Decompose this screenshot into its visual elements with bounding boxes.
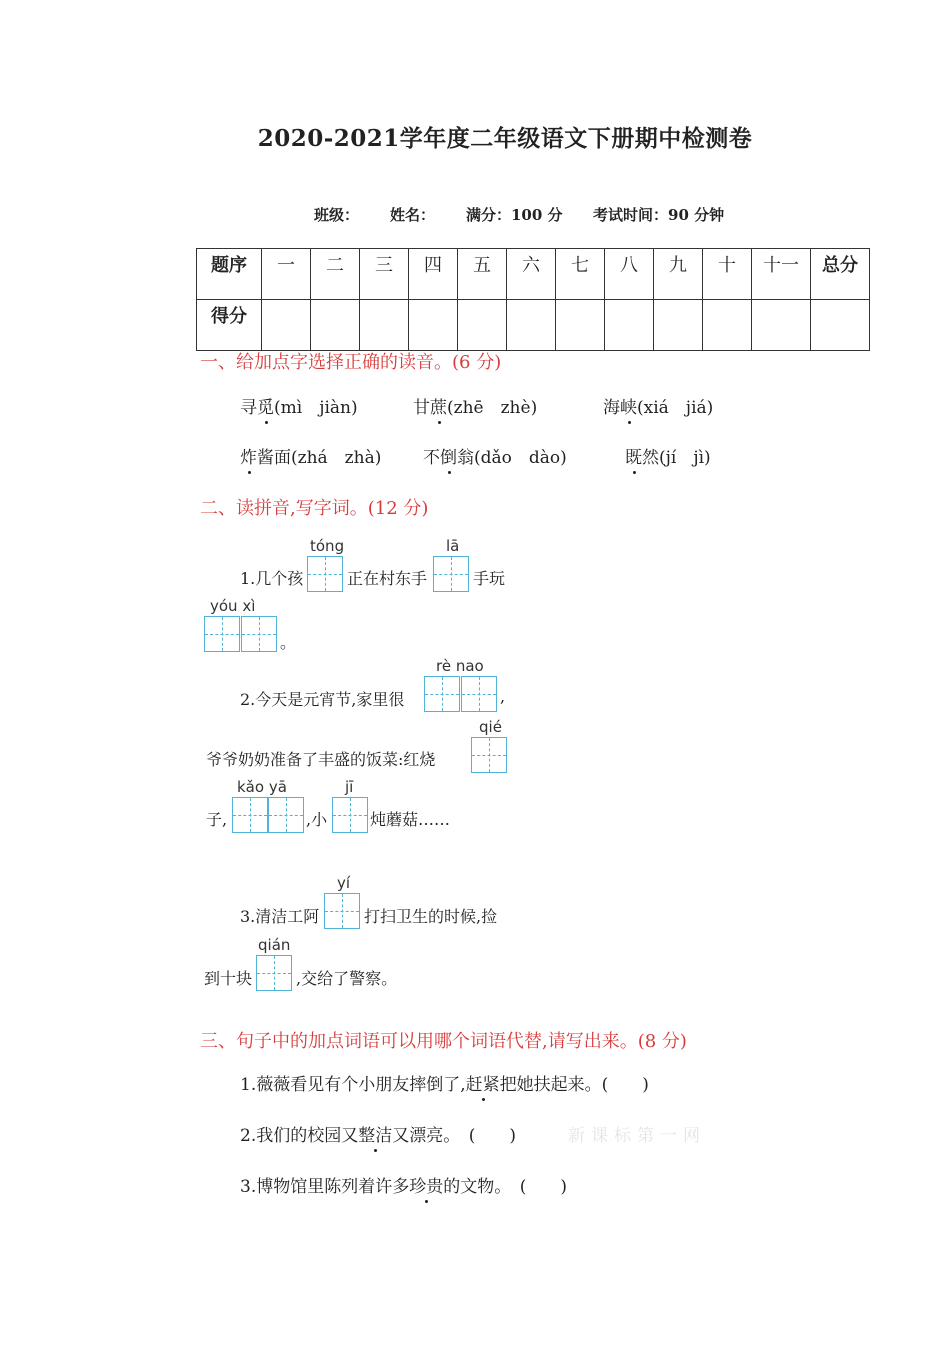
table-header-cell: 总分	[811, 249, 870, 300]
score-table-score-row	[197, 300, 870, 351]
page-title: 2020-2021学年度二年级语文下册期中检测卷	[257, 125, 753, 152]
section-2-heading: 二、读拼音,写字词。(12 分)	[200, 498, 429, 519]
full-score: 满分：100 分	[466, 206, 563, 224]
dotted-char: 倒	[440, 443, 457, 468]
dotted-char: 蔗	[430, 393, 447, 418]
writing-box[interactable]	[307, 556, 343, 592]
q3-sentence	[240, 1121, 516, 1146]
score-table	[196, 248, 870, 351]
table-header-cell: 题序	[197, 249, 262, 300]
name-label: 姓名：	[390, 206, 436, 224]
exam-time: 考试时间：90 分钟	[593, 206, 725, 224]
pinyin: tóng	[310, 537, 345, 555]
section-3-heading: 三、句子中的加点词语可以用哪个词语代替,请写出来。(8 分)	[200, 1031, 687, 1052]
sentence-text: ,	[500, 687, 506, 706]
sentence-text: 。	[280, 633, 297, 652]
q3-text: 1.薇薇看见有个小朋友摔倒了,	[240, 1075, 466, 1095]
writing-box[interactable]	[424, 676, 460, 712]
writing-box[interactable]	[324, 893, 360, 929]
sentence-text: 正在村东手	[347, 569, 428, 588]
dotted-word: 整洁	[358, 1121, 392, 1146]
q1-word: 不倒翁	[423, 448, 474, 468]
writing-box[interactable]	[204, 616, 240, 652]
score-table-header-row	[197, 249, 870, 300]
table-header-cell: 五	[458, 249, 507, 300]
score-cell[interactable]	[752, 300, 811, 351]
score-cell[interactable]	[409, 300, 458, 351]
q3-sentence	[240, 1070, 649, 1095]
pinyin: kǎo yā	[237, 778, 287, 796]
score-cell[interactable]	[556, 300, 605, 351]
score-cell[interactable]	[458, 300, 507, 351]
score-cell[interactable]	[507, 300, 556, 351]
pinyin: yóu xì	[210, 597, 256, 615]
q1-item	[240, 443, 381, 468]
q1-item	[625, 443, 711, 468]
q1-item	[603, 393, 713, 418]
q1-word: 甘蔗	[413, 398, 447, 418]
table-header-cell: 八	[605, 249, 654, 300]
q3-text: 把她扶起来。( )	[499, 1075, 649, 1095]
sentence-text: ,小	[306, 810, 328, 829]
table-header-cell: 三	[360, 249, 409, 300]
q3-text: 又漂亮。 ( )	[392, 1126, 516, 1146]
score-cell[interactable]	[605, 300, 654, 351]
score-cell[interactable]	[311, 300, 360, 351]
writing-box[interactable]	[471, 737, 507, 773]
table-header-cell: 九	[654, 249, 703, 300]
table-header-cell: 一	[262, 249, 311, 300]
q1-word: 海峡	[603, 398, 637, 418]
sentence-text: 爷爷奶奶准备了丰盛的饭菜:红烧	[206, 750, 436, 769]
q1-item	[240, 393, 358, 418]
dotted-char: 既	[625, 443, 642, 468]
q1-options: (jí jì)	[659, 448, 711, 468]
q1-word: 炸酱面	[240, 448, 291, 468]
pinyin: rè nao	[436, 657, 484, 675]
q3-text: 2.我们的校园又	[240, 1126, 359, 1146]
q1-word: 既然	[625, 448, 659, 468]
pinyin: qié	[479, 718, 502, 736]
score-cell[interactable]	[703, 300, 752, 351]
writing-box[interactable]	[241, 616, 277, 652]
writing-box[interactable]	[268, 797, 304, 833]
q1-options: (zhē zhè)	[447, 398, 538, 418]
watermark: 新课标第一网	[568, 1126, 706, 1146]
writing-box[interactable]	[256, 955, 292, 991]
section-1-heading: 一、给加点字选择正确的读音。(6 分)	[200, 352, 502, 373]
score-cell[interactable]	[654, 300, 703, 351]
table-header-cell: 七	[556, 249, 605, 300]
q3-text: 的文物。 ( )	[443, 1177, 567, 1197]
pinyin: jī	[345, 778, 354, 796]
q1-word: 寻觅	[240, 398, 274, 418]
pinyin: yí	[337, 874, 351, 892]
sentence-text: ,交给了警察。	[296, 969, 398, 988]
writing-box[interactable]	[332, 797, 368, 833]
q1-options: (zhá zhà)	[291, 448, 382, 468]
table-header-cell: 十一	[752, 249, 811, 300]
sentence-text: 炖蘑菇……	[370, 810, 451, 829]
dotted-word: 赶紧	[466, 1070, 500, 1095]
table-header-cell: 六	[507, 249, 556, 300]
dotted-word: 珍贵	[409, 1172, 443, 1197]
sentence-text: 3.清洁工阿	[240, 907, 320, 926]
table-header-cell: 二	[311, 249, 360, 300]
table-header-cell: 十	[703, 249, 752, 300]
score-row-label: 得分	[197, 300, 262, 351]
writing-box[interactable]	[433, 556, 469, 592]
score-cell[interactable]	[811, 300, 870, 351]
pinyin: qián	[258, 936, 291, 954]
sentence-text: 1.几个孩	[240, 569, 304, 588]
score-cell[interactable]	[360, 300, 409, 351]
score-cell[interactable]	[262, 300, 311, 351]
writing-box[interactable]	[232, 797, 268, 833]
class-label: 班级：	[314, 206, 360, 224]
sentence-text: 打扫卫生的时候,捡	[364, 907, 498, 926]
sentence-text: 2.今天是元宵节,家里很	[240, 690, 405, 709]
table-header-cell: 四	[409, 249, 458, 300]
dotted-char: 觅	[257, 393, 274, 418]
sentence-text: 手玩	[473, 569, 506, 588]
q1-item	[423, 443, 567, 468]
q1-options: (dǎo dào)	[474, 448, 567, 468]
q3-text: 3.博物馆里陈列着许多	[240, 1177, 410, 1197]
q1-options: (xiá jiá)	[637, 398, 714, 418]
q1-options: (mì jiàn)	[274, 398, 358, 418]
dotted-char: 炸	[240, 443, 257, 468]
sentence-text: 子,	[206, 810, 228, 829]
pinyin: lā	[446, 537, 460, 555]
q3-sentence	[240, 1172, 567, 1197]
dotted-char: 峡	[620, 393, 637, 418]
sentence-text: 到十块	[204, 969, 253, 988]
writing-box[interactable]	[461, 676, 497, 712]
q1-item	[413, 393, 537, 418]
